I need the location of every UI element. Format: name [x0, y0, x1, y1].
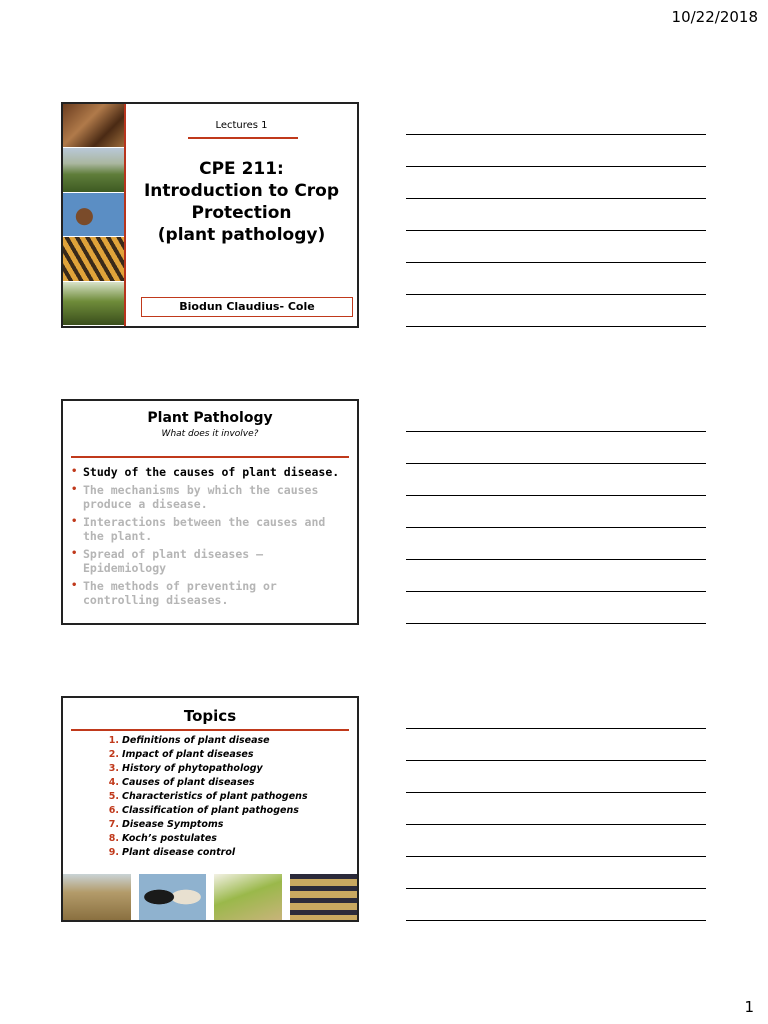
- slide-title: [61, 102, 359, 328]
- bullet-list: [71, 465, 347, 611]
- note-line: [406, 495, 706, 496]
- page-number: 1: [744, 998, 754, 1016]
- note-line: [406, 623, 706, 624]
- note-line: [406, 856, 706, 857]
- note-line: [406, 888, 706, 889]
- topic-text: Impact of plant diseases: [122, 749, 254, 760]
- photo-strip: [63, 104, 124, 326]
- photo-root-plant: [214, 874, 282, 920]
- note-line: [406, 760, 706, 761]
- topic-item: [99, 790, 308, 804]
- bullet-item: • The methods of preventing or controlling diseases.: [71, 579, 347, 607]
- topic-item: [99, 846, 308, 860]
- note-line: [406, 591, 706, 592]
- note-line: [406, 559, 706, 560]
- photo-seeds: [63, 104, 124, 148]
- topic-number: 7.: [108, 819, 119, 830]
- topic-text: Classification of plant pathogens: [122, 805, 299, 816]
- note-line: [406, 294, 706, 295]
- note-line: [406, 134, 706, 135]
- lecture-label: Lectures 1: [215, 120, 268, 131]
- bullet-item: • Spread of plant diseases – Epidemiology: [71, 547, 347, 575]
- slide-plant-pathology: [61, 399, 359, 625]
- note-line: [406, 431, 706, 432]
- author-box: Biodun Claudius- Cole: [141, 297, 353, 317]
- heading-rule: [71, 729, 349, 731]
- note-line: [406, 527, 706, 528]
- topic-text: Characteristics of plant pathogens: [122, 791, 308, 802]
- note-line: [406, 463, 706, 464]
- topic-text: Koch’s postulates: [122, 833, 217, 844]
- topic-item: [99, 734, 308, 748]
- topic-number: 4.: [108, 777, 119, 788]
- topic-item: [99, 832, 308, 846]
- bullet-item: • The mechanisms by which the causes produce a disease.: [71, 483, 347, 511]
- note-line: [406, 262, 706, 263]
- topic-text: Disease Symptoms: [122, 819, 224, 830]
- topic-text: History of phytopathology: [122, 763, 263, 774]
- topic-item: [99, 776, 308, 790]
- topic-item: [99, 762, 308, 776]
- slide-topics: [61, 696, 359, 922]
- topic-number: 2.: [108, 749, 119, 760]
- topic-item: [99, 748, 308, 762]
- notes-lines: [406, 431, 706, 655]
- notes-lines: [406, 728, 706, 952]
- topic-text: Plant disease control: [122, 847, 236, 858]
- title-line: CPE 211:: [199, 159, 284, 179]
- photo-field: [63, 148, 124, 192]
- note-line: [406, 326, 706, 327]
- heading-rule: [71, 456, 349, 458]
- lecture-underline: [188, 137, 298, 139]
- slide-title-text: [126, 158, 357, 246]
- note-line: [406, 920, 706, 921]
- note-line: [406, 824, 706, 825]
- photo-row: [63, 874, 357, 920]
- photo-microscope: [63, 193, 124, 237]
- notes-lines: [406, 134, 706, 358]
- photo-stem-samples: [290, 874, 358, 920]
- photo-field-damage: [63, 874, 131, 920]
- note-line: [406, 792, 706, 793]
- photo-diseased-seeds: [139, 874, 207, 920]
- topic-item: [99, 804, 308, 818]
- topic-number: 8.: [108, 833, 119, 844]
- title-line: Introduction to Crop: [143, 181, 340, 201]
- slide-heading: Plant Pathology: [147, 410, 273, 426]
- print-date: 10/22/2018: [671, 8, 758, 26]
- topic-text: Causes of plant diseases: [122, 777, 255, 788]
- slide-subheading: What does it involve?: [161, 429, 259, 439]
- topic-text: Definitions of plant disease: [122, 735, 270, 746]
- topic-number: 9.: [108, 847, 119, 858]
- photo-grains: [63, 237, 124, 281]
- topic-number: 5.: [108, 791, 119, 802]
- topics-list: [99, 734, 308, 860]
- topic-number: 6.: [108, 805, 119, 816]
- slide-heading: Topics: [183, 707, 237, 725]
- topic-item: [99, 818, 308, 832]
- topic-number: 3.: [108, 763, 119, 774]
- note-line: [406, 728, 706, 729]
- note-line: [406, 198, 706, 199]
- note-line: [406, 230, 706, 231]
- title-line: Protection: [191, 203, 292, 223]
- note-line: [406, 166, 706, 167]
- photo-plants: [63, 282, 124, 326]
- topic-number: 1.: [108, 735, 119, 746]
- bullet-item: • Study of the causes of plant disease.: [71, 465, 347, 479]
- title-line: (plant pathology): [157, 225, 326, 245]
- bullet-item: • Interactions between the causes and the plant.: [71, 515, 347, 543]
